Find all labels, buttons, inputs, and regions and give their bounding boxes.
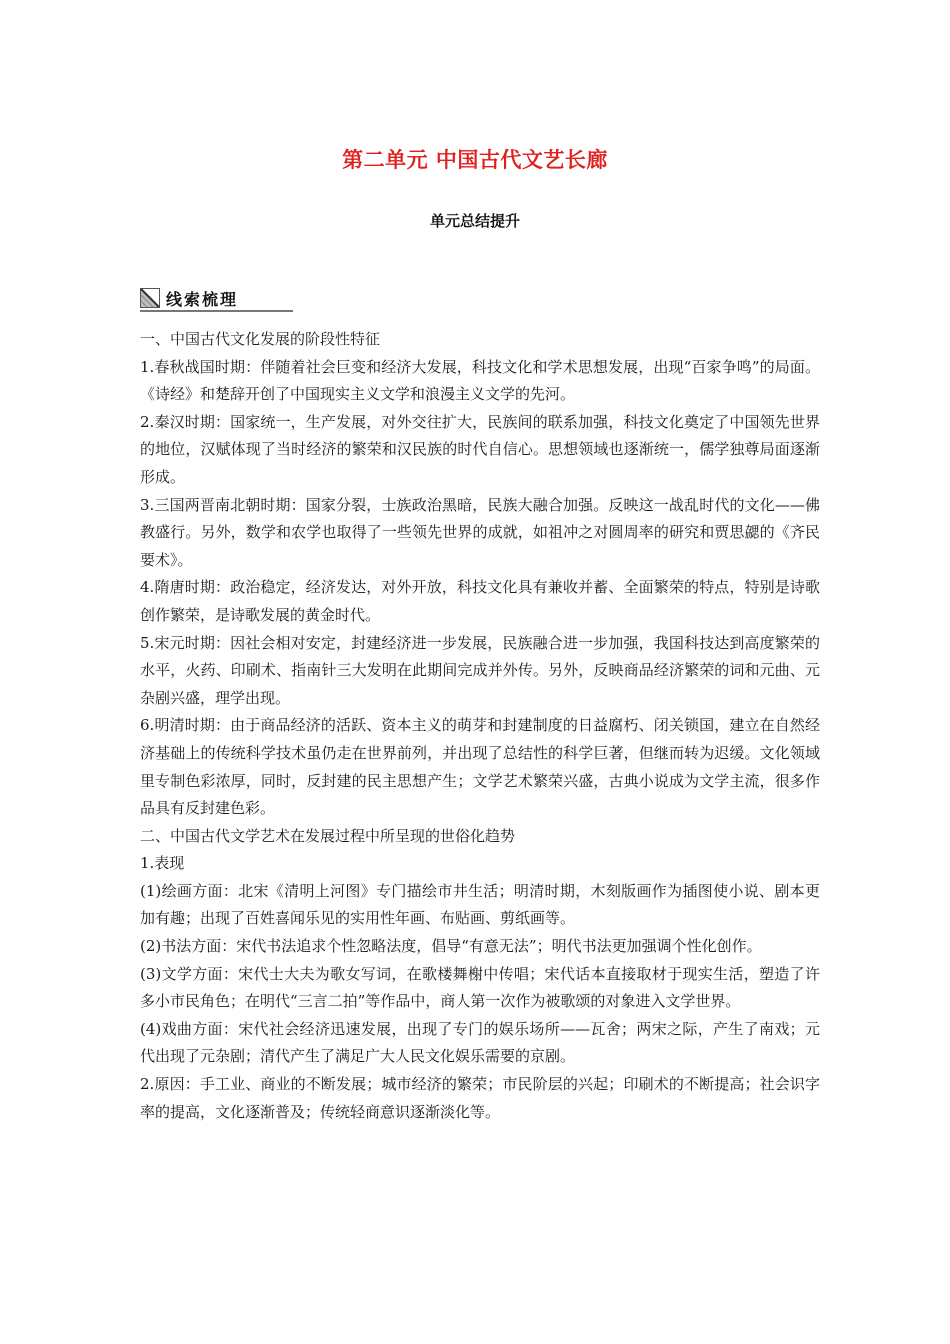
- paragraph-literature: (3)文学方面：宋代士大夫为歌女写词，在歌楼舞榭中传唱；宋代话本直接取材于现实生活，塑造了许多小市民角色；在明代“三言二拍”等作品中，商人第一次作为被歌颂的对象进入文学世界。: [140, 964, 820, 1011]
- section-label: 线索梳理: [166, 290, 239, 309]
- paragraph-reasons: 2.原因：手工业、商业的不断发展；城市经济的繁荣；市民阶层的兴起；印刷术的不断提高；社会识字率的提高，文化逐渐普及；传统轻商意识逐渐淡化等。: [140, 1075, 820, 1121]
- paragraph-spring-autumn: 1.春秋战国时期：伴随着社会巨变和经济大发展，科技文化和学术思想发展，出现“百家争鸣”的局面。《诗经》和楚辞开创了中国现实主义文学和浪漫主义文学的先河。: [140, 357, 820, 404]
- unit-title: 第二单元 中国古代文艺长廊: [342, 148, 608, 172]
- paragraph-ming-qing: 6.明清时期：由于商品经济的活跃、资本主义的萌芽和封建制度的日益腐朽、闭关锁国，建立在自然经济基础上的传统科学技术虽仍走在世界前列，并出现了总结性的科学巨著，但继而转为迟缓。文化领域里专制色彩浓厚，同时，反封建的民主思想产生；文学艺术繁荣兴盛，古典小说成为文学主流，很多作品具有反封建色彩。: [140, 716, 820, 818]
- heading-part-one: 一、中国古代文化发展的阶段性特征: [140, 330, 381, 348]
- body-text: [140, 326, 820, 1126]
- subheading-manifestation: 1.表现: [140, 854, 185, 873]
- heading-part-two: 二、中国古代文学艺术在发展过程中所呈现的世俗化趋势: [140, 826, 516, 845]
- section-divider: [140, 310, 293, 312]
- paragraph-painting: (1)绘画方面：北宋《清明上河图》专门描绘市井生活；明清时期，木刻版画作为插图使小说、剧本更加有趣；出现了百姓喜闻乐见的实用性年画、布贴画、剪纸画等。: [140, 881, 820, 928]
- section-header: [140, 286, 293, 312]
- paragraph-calligraphy: (2)书法方面：宋代书法追求个性忽略法度，倡导“有意无法”；明代书法更加强调个性化创作。: [140, 937, 762, 956]
- paragraph-opera: (4)戏曲方面：宋代社会经济迅速发展，出现了专门的娱乐场所——瓦舍；两宋之际，产生了南戏；元代出现了元杂剧；清代产生了满足广大人民文化娱乐需要的京剧。: [140, 1019, 820, 1066]
- paragraph-qin-han: 2.秦汉时期：国家统一，生产发展，对外交往扩大，民族间的联系加强，科技文化奠定了中国领先世界的地位，汉赋体现了当时经济的繁荣和汉民族的时代自信心。思想领域也逐渐统一，儒学独尊局面逐渐形成。: [140, 412, 820, 486]
- diagonal-hatch-icon: [140, 288, 160, 308]
- paragraph-sui-tang: 4.隋唐时期：政治稳定，经济发达，对外开放，科技文化具有兼收并蓄、全面繁荣的特点，特别是诗歌创作繁荣，是诗歌发展的黄金时代。: [140, 578, 820, 624]
- paragraph-song-yuan: 5.宋元时期：因社会相对安定，封建经济进一步发展，民族融合进一步加强，我国科技达到高度繁荣的水平，火药、印刷术、指南针三大发明在此期间完成并外传。另外，反映商品经济繁荣的词和元曲、元杂剧兴盛，理学出现。: [140, 633, 820, 707]
- paragraph-three-kingdoms: 3.三国两晋南北朝时期：国家分裂，士族政治黑暗，民族大融合加强。反映这一战乱时代的文化——佛教盛行。另外，数学和农学也取得了一些领先世界的成就，如祖冲之对圆周率的研究和贾思勰的《齐民要术》。: [140, 495, 820, 569]
- section-subtitle: 单元总结提升: [429, 212, 520, 230]
